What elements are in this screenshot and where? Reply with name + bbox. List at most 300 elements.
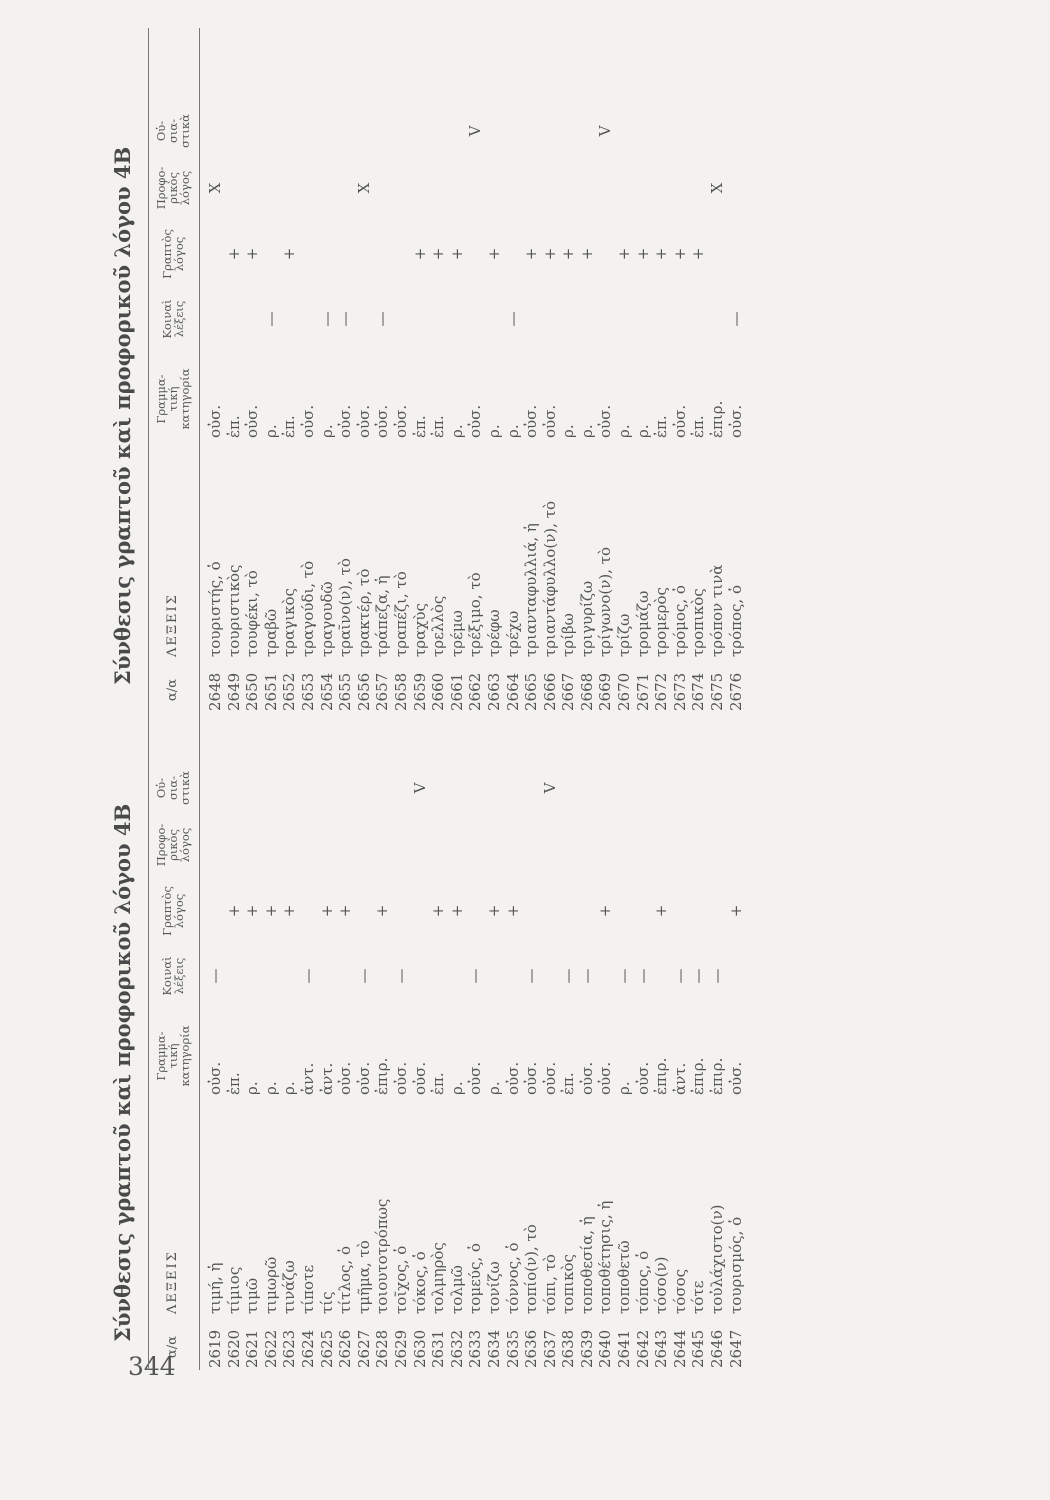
row-category: οὐσ. [354, 1061, 373, 1095]
row-word: τρέμω [447, 610, 466, 657]
table-row [280, 685, 299, 1370]
row-number: 2675 [708, 672, 727, 711]
row-number: 2665 [522, 672, 541, 711]
row-number: 2639 [577, 1329, 596, 1368]
row-number: 2660 [429, 672, 448, 711]
row-category: ρ. [243, 1081, 262, 1095]
row-number: 2628 [373, 1329, 392, 1368]
table-row [634, 685, 653, 1370]
table-row [708, 28, 727, 713]
row-number: 2626 [336, 1329, 355, 1368]
row-word: τοῖχος, ὁ [391, 1245, 410, 1314]
row-category: ρ. [615, 424, 634, 438]
row-word: τρέξιμο, τὸ [466, 572, 485, 657]
row-word: τόσος [670, 1269, 689, 1314]
row-word: τραγούδι, τὸ [298, 560, 317, 657]
table-row [727, 28, 746, 713]
table-row [652, 685, 671, 1370]
row-oral-mark: X [708, 182, 727, 194]
row-word: τρέφω [484, 609, 503, 657]
row-word: τουριστής, ὁ [206, 561, 224, 657]
row-common-mark: — [298, 968, 317, 984]
row-written-mark: + [633, 247, 652, 261]
row-category: οὐσ. [298, 404, 317, 438]
row-category: οὐσ. [540, 1061, 559, 1095]
table-title: Σύνθεσις γραπτοῦ καὶ προφορικοῦ λόγου 4B [110, 803, 135, 1342]
row-number: 2652 [280, 672, 299, 711]
row-nouns-mark: V [410, 782, 429, 794]
row-category: οὐσ. [206, 1061, 224, 1095]
table-row [671, 28, 690, 713]
row-number: 2651 [261, 672, 280, 711]
row-category: οὐσ. [540, 404, 559, 438]
row-common-mark: — [559, 968, 578, 984]
row-number: 2627 [354, 1329, 373, 1368]
row-word: τολμηρὸς [429, 1242, 448, 1314]
row-number: 2654 [317, 672, 336, 711]
row-written-mark: + [689, 247, 708, 261]
row-common-mark: — [633, 968, 652, 984]
row-common-mark: — [261, 311, 280, 327]
row-category: ἐπ. [280, 415, 299, 438]
row-number: 2655 [336, 672, 355, 711]
table-row [448, 685, 467, 1370]
row-number: 2633 [466, 1329, 485, 1368]
row-number: 2670 [615, 672, 634, 711]
row-category: οὐσ. [206, 404, 224, 438]
header-oral: Προφο- ρικὸς λόγος [154, 166, 192, 210]
header-number: α/α [165, 679, 180, 701]
row-category: οὐσ. [670, 404, 689, 438]
row-word: τοιουτοτρόπως [373, 1198, 392, 1314]
row-word: τμῆμα, τὸ [354, 1240, 373, 1314]
row-written-mark: + [615, 247, 634, 261]
row-number: 2640 [596, 1329, 615, 1368]
row-common-mark: — [391, 968, 410, 984]
table-row [280, 28, 299, 713]
row-number: 2668 [577, 672, 596, 711]
row-category: ἀντ. [670, 1062, 689, 1095]
row-number: 2629 [391, 1329, 410, 1368]
row-written-mark: + [429, 904, 448, 918]
row-written-mark: + [559, 247, 578, 261]
row-category: ρ. [503, 424, 522, 438]
row-category: οὐσ. [391, 404, 410, 438]
header-written: Γραπτὸς λόγος [160, 886, 186, 936]
row-written-mark: + [280, 904, 299, 918]
row-category: οὐσ. [466, 404, 485, 438]
table-row [373, 28, 392, 713]
row-category: ρ. [317, 424, 336, 438]
row-category: ρ. [280, 1081, 299, 1095]
row-category: ἐπ. [689, 415, 708, 438]
table-row [336, 685, 355, 1370]
row-written-mark: + [317, 904, 336, 918]
row-common-mark: — [726, 311, 745, 327]
header-written: Γραπτὸς λόγος [160, 229, 186, 279]
row-word: τοποθετῶ [615, 1240, 634, 1314]
table-row [652, 28, 671, 713]
row-number: 2657 [373, 672, 392, 711]
row-word: τόπος, ὁ [633, 1250, 652, 1314]
word-table-right [110, 28, 745, 713]
row-number: 2619 [206, 1329, 224, 1368]
header-category: Γραμμα- τική κατηγορία [154, 368, 192, 430]
row-common-mark: — [689, 968, 708, 984]
row-number: 2631 [429, 1329, 448, 1368]
header-nouns: Οὐ- σια- στικὰ [154, 114, 192, 148]
row-number: 2658 [391, 672, 410, 711]
row-word: τρίβω [559, 613, 578, 657]
table-row [206, 28, 225, 713]
row-number: 2667 [559, 672, 578, 711]
row-word: τοπικὸς [559, 1254, 578, 1314]
row-number: 2666 [540, 672, 559, 711]
table-row [448, 28, 467, 713]
row-category: ἐπιρ. [373, 1057, 392, 1095]
row-number: 2642 [633, 1329, 652, 1368]
row-word: τιμωρῶ [261, 1256, 280, 1314]
row-category: ρ. [615, 1081, 634, 1095]
row-number: 2674 [689, 672, 708, 711]
table-body [206, 685, 745, 1370]
table-header [148, 685, 200, 1370]
row-category: ρ. [484, 1081, 503, 1095]
row-number: 2635 [503, 1329, 522, 1368]
row-written-mark: + [224, 247, 243, 261]
table-row [392, 28, 411, 713]
row-word: τομεύς, ὁ [466, 1243, 485, 1314]
row-word: τίς [317, 1291, 336, 1314]
table-row [429, 685, 448, 1370]
table-row [689, 685, 708, 1370]
row-common-mark: — [708, 968, 727, 984]
table-row [206, 685, 225, 1370]
row-common-mark: — [354, 968, 373, 984]
row-written-mark: + [503, 904, 522, 918]
table-row [559, 685, 578, 1370]
row-word: τολμῶ [447, 1265, 466, 1314]
table-row [522, 685, 541, 1370]
row-category: ἐπιρ. [708, 400, 727, 438]
page-number: 344 [128, 1352, 176, 1381]
table-row [541, 28, 560, 713]
header-number: α/α [165, 1336, 180, 1358]
row-written-mark: + [410, 247, 429, 261]
row-category: ἐπ. [224, 1072, 243, 1095]
row-number: 2620 [224, 1329, 243, 1368]
row-number: 2644 [670, 1329, 689, 1368]
row-written-mark: + [261, 904, 280, 918]
row-word: τρόπον τινὰ [708, 564, 727, 657]
row-word: τρελλὸς [429, 595, 448, 657]
row-category: ρ. [447, 1081, 466, 1095]
row-category: οὐσ. [503, 1061, 522, 1095]
row-written-mark: + [522, 247, 541, 261]
table-row [522, 28, 541, 713]
row-category: ἐπιρ. [652, 1057, 671, 1095]
table-row [615, 685, 634, 1370]
row-number: 2649 [224, 672, 243, 711]
table-row [559, 28, 578, 713]
table-row [634, 28, 653, 713]
row-category: οὐσ. [466, 1061, 485, 1095]
row-category: ἐπ. [559, 1072, 578, 1095]
row-written-mark: + [447, 247, 466, 261]
row-word: τραγουδῶ [317, 581, 336, 657]
row-word: τραῖνο(ν), τὸ [336, 558, 355, 657]
row-common-mark: — [336, 311, 355, 327]
row-word: τραβῶ [261, 608, 280, 657]
row-word: τριαντάφυλλο(ν), τὸ [540, 500, 559, 657]
table-row [355, 685, 374, 1370]
table-row [578, 28, 597, 713]
row-word: τόννος, ὁ [503, 1242, 522, 1314]
row-category: οὐσ. [336, 1061, 355, 1095]
table-row [336, 28, 355, 713]
row-word: τρομάζω [633, 590, 652, 657]
table-row [262, 28, 281, 713]
table-row [615, 28, 634, 713]
row-written-mark: + [243, 904, 262, 918]
row-category: ρ. [484, 424, 503, 438]
table-row [504, 28, 523, 713]
row-word: τραπέζι, τὸ [391, 571, 410, 657]
row-word: τονίζω [484, 1261, 503, 1314]
table-row [671, 685, 690, 1370]
table-row [373, 685, 392, 1370]
table-row [596, 685, 615, 1370]
row-word: τοὐλάχιστο(ν) [708, 1204, 727, 1314]
table-row [727, 685, 746, 1370]
row-written-mark: + [726, 904, 745, 918]
table-body [206, 28, 745, 713]
row-number: 2648 [206, 672, 224, 711]
row-word: τουρισμός, ὁ [726, 1216, 745, 1314]
row-number: 2643 [652, 1329, 671, 1368]
row-word: τουφέκι, τὸ [243, 570, 262, 657]
row-word: τοποθέτησις, ἡ [596, 1200, 615, 1314]
row-word: τουριστικὸς [224, 564, 243, 657]
row-number: 2671 [633, 672, 652, 711]
table-row [708, 685, 727, 1370]
row-category: ρ. [559, 424, 578, 438]
row-common-mark: — [466, 968, 485, 984]
row-number: 2659 [410, 672, 429, 711]
row-word: τριανταφυλλιά, ἡ [522, 523, 541, 657]
row-category: οὐσ. [726, 1061, 745, 1095]
row-category: ἐπ. [224, 415, 243, 438]
row-number: 2634 [484, 1329, 503, 1368]
row-written-mark: + [540, 247, 559, 261]
row-word: τράπεζα, ἡ [373, 575, 392, 657]
row-category: ἀντ. [317, 1062, 336, 1095]
row-number: 2653 [298, 672, 317, 711]
row-written-mark: + [652, 904, 671, 918]
row-number: 2645 [689, 1329, 708, 1368]
row-word: τότε [689, 1280, 708, 1314]
table-row [411, 685, 430, 1370]
row-word: τόσο(ν) [652, 1256, 671, 1314]
row-written-mark: + [596, 904, 615, 918]
table-row [225, 28, 244, 713]
row-written-mark: + [447, 904, 466, 918]
table-row [392, 685, 411, 1370]
table-row [411, 28, 430, 713]
row-word: τιμῶ [243, 1277, 262, 1314]
row-category: οὐσ. [596, 1061, 615, 1095]
row-written-mark: + [336, 904, 355, 918]
row-number: 2662 [466, 672, 485, 711]
row-number: 2623 [280, 1329, 299, 1368]
row-category: ἀντ. [298, 1062, 317, 1095]
row-number: 2664 [503, 672, 522, 711]
table-row [262, 685, 281, 1370]
header-nouns: Οὐ- σια- στικὰ [154, 771, 192, 805]
table-row [318, 685, 337, 1370]
row-word: τόπι, τὸ [540, 1254, 559, 1314]
row-written-mark: + [484, 247, 503, 261]
table-title: Σύνθεσις γραπτοῦ καὶ προφορικοῦ λόγου 4B [110, 146, 135, 685]
row-word: τραγικὸς [280, 588, 299, 657]
table-row [596, 28, 615, 713]
row-number: 2621 [243, 1329, 262, 1368]
row-written-mark: + [373, 904, 392, 918]
table-row [466, 685, 485, 1370]
row-word: τιμή, ἡ [206, 1262, 224, 1314]
row-word: τίμιος [224, 1266, 243, 1314]
row-word: τρίγωνο(ν), τὸ [596, 546, 615, 657]
row-number: 2641 [615, 1329, 634, 1368]
row-written-mark: + [224, 904, 243, 918]
row-number: 2624 [298, 1329, 317, 1368]
row-word: τοποθεσία, ἡ [577, 1216, 596, 1314]
table-row [485, 28, 504, 713]
row-common-mark: — [317, 311, 336, 327]
row-word: τρόμος, ὁ [670, 585, 689, 657]
row-nouns-mark: V [596, 125, 615, 137]
row-category: οὐσ. [522, 1061, 541, 1095]
row-number: 2638 [559, 1329, 578, 1368]
row-category: ρ. [633, 424, 652, 438]
row-category: ρ. [577, 424, 596, 438]
row-written-mark: + [670, 247, 689, 261]
table-row [504, 685, 523, 1370]
row-number: 2630 [410, 1329, 429, 1368]
table-row [578, 685, 597, 1370]
row-category: οὐσ. [633, 1061, 652, 1095]
row-number: 2669 [596, 672, 615, 711]
row-word: τρόπος, ὁ [726, 584, 745, 657]
row-category: οὐσ. [577, 1061, 596, 1095]
table-row [318, 28, 337, 713]
row-word: τοπίο(ν), τὸ [522, 1224, 541, 1314]
row-number: 2650 [243, 672, 262, 711]
row-number: 2646 [708, 1329, 727, 1368]
row-category: ἐπ. [429, 415, 448, 438]
table-row [485, 685, 504, 1370]
table-row [355, 28, 374, 713]
table-row [689, 28, 708, 713]
row-word: τρέχω [503, 610, 522, 657]
row-number: 2625 [317, 1329, 336, 1368]
row-number: 2673 [670, 672, 689, 711]
row-word: τρίζω [615, 613, 634, 657]
row-category: οὐσ. [243, 404, 262, 438]
row-common-mark: — [206, 968, 224, 984]
row-nouns-mark: V [466, 125, 485, 137]
row-written-mark: + [243, 247, 262, 261]
row-nouns-mark: V [540, 782, 559, 794]
row-number: 2647 [726, 1329, 745, 1368]
row-common-mark: — [615, 968, 634, 984]
row-category: οὐσ. [596, 404, 615, 438]
row-category: ρ. [447, 424, 466, 438]
row-category: οὐσ. [354, 404, 373, 438]
row-word: τρακτέρ, τὸ [354, 568, 373, 657]
row-category: ἐπ. [429, 1072, 448, 1095]
row-category: ἐπιρ. [689, 1057, 708, 1095]
row-word: τόκος, ὁ [410, 1251, 429, 1314]
header-common: Κοιναὶ λέξεις [160, 956, 186, 996]
header-common: Κοιναὶ λέξεις [160, 299, 186, 339]
row-category: ρ. [261, 424, 280, 438]
header-words: ΛΕΞΕΙΣ [165, 1250, 180, 1314]
row-category: ἐπ. [652, 415, 671, 438]
row-written-mark: + [429, 247, 448, 261]
table-row [243, 28, 262, 713]
table-row [429, 28, 448, 713]
row-word: τίτλος, ὁ [336, 1246, 355, 1314]
table-row [299, 685, 318, 1370]
row-category: οὐσ. [336, 404, 355, 438]
row-written-mark: + [484, 904, 503, 918]
row-number: 2632 [447, 1329, 466, 1368]
header-words: ΛΕΞΕΙΣ [165, 593, 180, 657]
row-oral-mark: X [206, 182, 224, 194]
row-category: οὐσ. [522, 404, 541, 438]
row-common-mark: — [373, 311, 392, 327]
row-written-mark: + [577, 247, 596, 261]
table-row [243, 685, 262, 1370]
row-written-mark: + [652, 247, 671, 261]
row-number: 2661 [447, 672, 466, 711]
table-row [466, 28, 485, 713]
row-common-mark: — [670, 968, 689, 984]
row-number: 2637 [540, 1329, 559, 1368]
row-word: τριγυρίζω [577, 580, 596, 657]
header-category: Γραμμα- τική κατηγορία [154, 1025, 192, 1087]
table-row [299, 28, 318, 713]
row-category: ἐπ. [410, 415, 429, 438]
row-common-mark: — [503, 311, 522, 327]
row-common-mark: — [522, 968, 541, 984]
row-category: οὐσ. [726, 404, 745, 438]
table-row [541, 685, 560, 1370]
row-word: τινάζω [280, 1260, 299, 1314]
row-oral-mark: X [354, 182, 373, 194]
row-written-mark: + [280, 247, 299, 261]
row-word: τρομερὸς [652, 587, 671, 657]
row-word: τραχὺς [410, 603, 429, 657]
header-oral: Προφο- ρικὸς λόγος [154, 823, 192, 867]
row-category: ρ. [261, 1081, 280, 1095]
row-word: τροπικὸς [689, 588, 708, 657]
row-category: οὐσ. [410, 1061, 429, 1095]
table-row [225, 685, 244, 1370]
table-header [148, 28, 200, 713]
row-category: ἐπιρ. [708, 1057, 727, 1095]
